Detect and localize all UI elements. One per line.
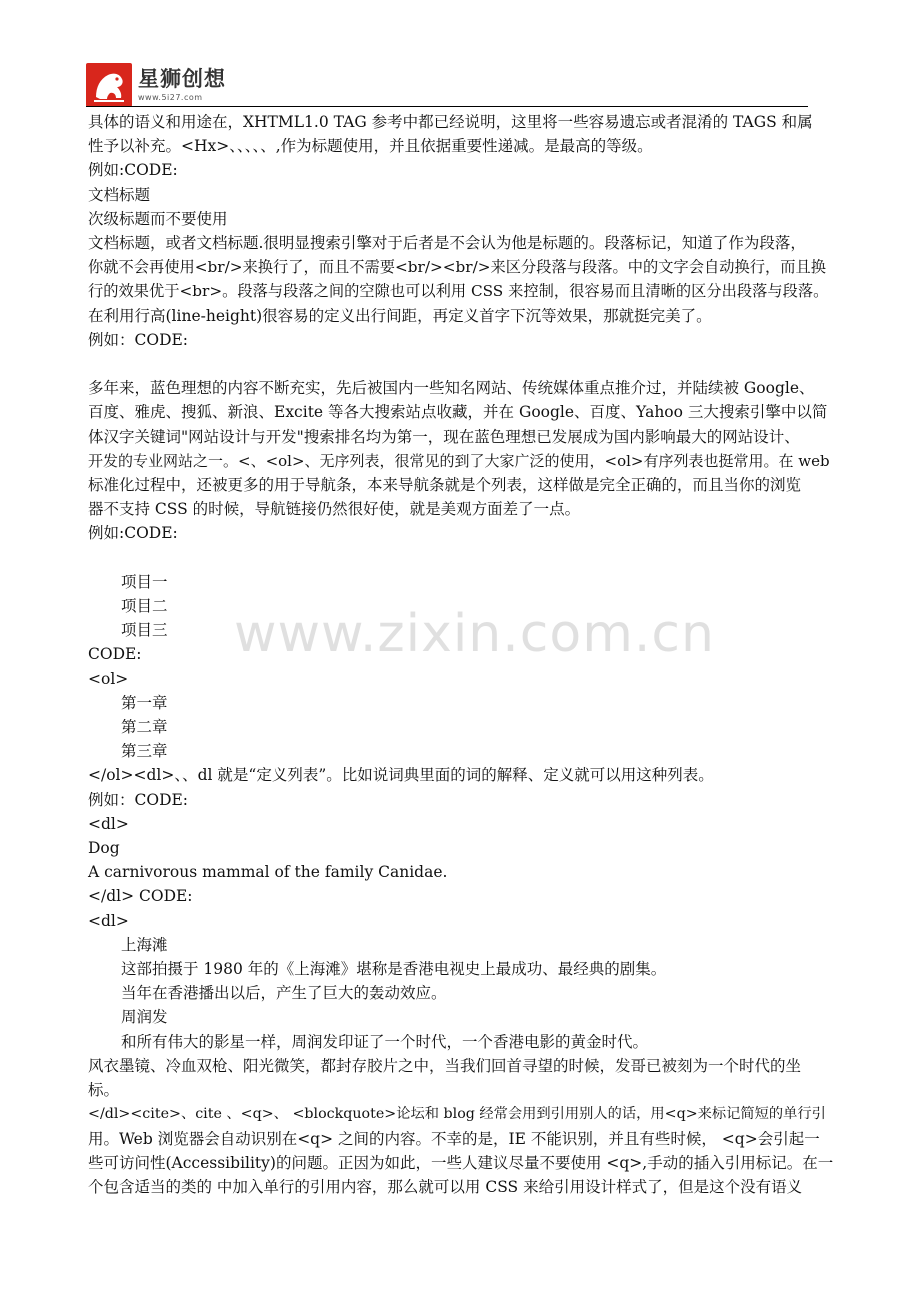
text-line: 在利用行高(line-height)很容易的定义出行间距，再定义首字下沉等效果，那就挺完美了。 <box>88 306 712 325</box>
text-line: 次级标题而不要使用 <box>88 209 228 228</box>
document-body <box>88 110 834 1199</box>
code-tag: <ol> <box>88 669 129 688</box>
text-line: 文档标题，或者文档标题.很明显搜索引擎对于后者是不会认为他是标题的。段落标记，知道了作为段落， <box>88 234 806 253</box>
watermark: www.zixin.com.cn <box>234 604 715 664</box>
text-line: 百度、雅虎、搜狐、新浪、Excite 等各大搜索站点收藏，并在 Google、百度、Yahoo 三大搜索引擎中以简 <box>88 403 828 422</box>
text-line: 行的效果优于<br>。段落与段落之间的空隙也可以利用 CSS 来控制，很容易而且清晰的区分出段落与段落。 <box>88 282 829 301</box>
definition-description: 当年在香港播出以后，产生了巨大的轰动效应。 <box>121 984 447 1003</box>
text-line: 标。 <box>88 1081 120 1100</box>
list-item: 项目二 <box>121 597 168 616</box>
code-tag: </dl> CODE: <box>88 887 193 906</box>
code-tag: <dl> <box>88 814 129 833</box>
definition-description: A carnivorous mammal of the family Canidae. <box>88 863 448 882</box>
header-divider <box>86 106 808 107</box>
code-example-label: 例如：CODE: <box>88 790 189 809</box>
text-line: 具体的语义和用途在，XHTML1.0 TAG 参考中都已经说明，这里将一些容易遗忘或者混淆的 TAGS 和属 <box>88 113 813 131</box>
list-item: 项目三 <box>121 621 168 640</box>
text-line: 器不支持 CSS 的时候，导航链接仍然很好使，就是美观方面差了一点。 <box>88 500 581 519</box>
text-line: 体汉字关键词"网站设计与开发"搜索排名均为第一，现在蓝色理想已发展成为国内影响最大的网站设计、 <box>88 427 800 446</box>
list-item: 第一章 <box>121 693 168 712</box>
text-line: </ol><dl>、、dl 就是“定义列表”。比如说词典里面的词的解释、定义就可以用这种列表。 <box>88 766 714 785</box>
definition-description: 和所有伟大的影星一样，周润发印证了一个时代，一个香港电影的黄金时代。 <box>121 1032 649 1051</box>
code-tag: <dl> <box>88 911 129 930</box>
list-item: 第三章 <box>121 742 168 761</box>
logo-name: 星狮创想 <box>138 66 226 91</box>
code-example-label: 例如:CODE: <box>88 524 178 543</box>
text-line: 个包含适当的类的 中加入单行的引用内容，那么就可以用 CSS 来给引用设计样式了，但是这个没有语义 <box>88 1177 803 1196</box>
text-line: 多年来，蓝色理想的内容不断充实，先后被国内一些知名网站、传统媒体重点推介过，并陆续被 Google、 <box>88 379 815 398</box>
list-item: 第二章 <box>121 718 168 737</box>
text-line: 文档标题 <box>88 185 151 204</box>
definition-term: 上海滩 <box>121 935 168 954</box>
site-logo <box>86 63 226 107</box>
logo-url: www.5i27.com <box>138 92 203 102</box>
text-line: 你就不会再使用<br/>来换行了，而且不需要<br/><br/>来区分段落与段落。中的文字会自动换行，而且换 <box>88 258 826 277</box>
text-line: </dl><cite>、cite 、<q>、 <blockquote>论坛和 blog 经常会用到引用别人的话，用<q>来标记简短的单行引 <box>88 1106 826 1123</box>
text-line: 风衣墨镜、冷血双枪、阳光微笑，都封存胶片之中，当我们回首寻望的时候，发哥已被刻为一个时代的坐 <box>88 1056 802 1075</box>
text-line: 用。Web 浏览器会自动识别在<q> 之间的内容。不幸的是，IE 不能识别，并且有些时候， <q>会引起一 <box>88 1129 820 1148</box>
lion-logo-icon <box>86 63 132 107</box>
code-example-label: 例如：CODE: <box>88 330 189 349</box>
code-label: CODE: <box>88 645 142 664</box>
text-line: 标准化过程中，还被更多的用于导航条，本来导航条就是个列表，这样做是完全正确的，而且当你的浏览 <box>88 476 802 495</box>
blank-line <box>88 352 834 376</box>
list-item: 项目一 <box>121 572 168 591</box>
blank-line <box>88 546 834 570</box>
text-line: 些可访问性(Accessibility)的问题。正因为如此，一些人建议尽量不要使用 <q>,手动的插入引用标记。在一 <box>88 1153 834 1172</box>
code-example-label: 例如:CODE: <box>88 161 178 180</box>
definition-term: Dog <box>88 839 120 858</box>
text-line: 性予以补充。<Hx>、、、、、,作为标题使用，并且依据重要性递减。是最高的等级。 <box>88 137 653 156</box>
definition-description: 这部拍摄于 1980 年的《上海滩》堪称是香港电视史上最成功、最经典的剧集。 <box>121 960 667 979</box>
text-line: 开发的专业网站之一。<、<ol>、无序列表，很常见的到了大家广泛的使用，<ol>有序列表也挺常用。在 web <box>88 451 830 470</box>
definition-term: 周润发 <box>121 1008 168 1027</box>
